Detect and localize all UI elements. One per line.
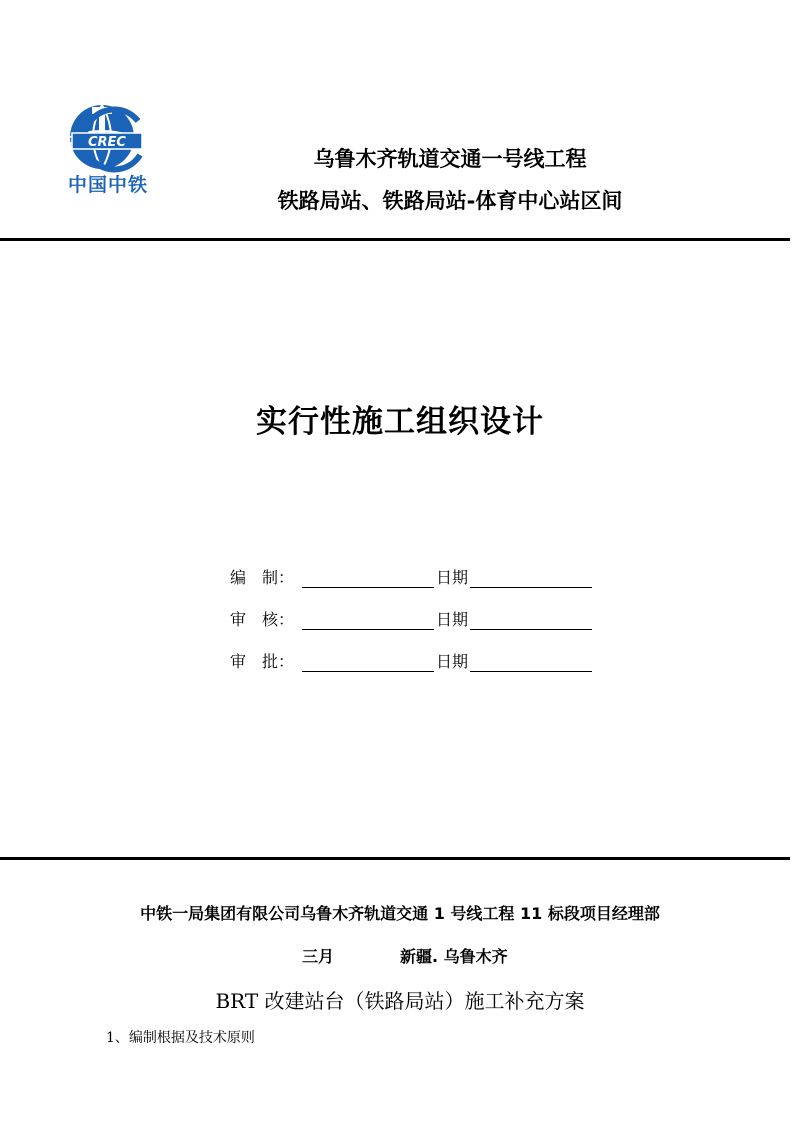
signature-role: 审 批： [230, 652, 295, 671]
issue-month: 三月 [302, 947, 335, 966]
footer-divider [0, 857, 790, 860]
document-title: 实行性施工组织设计 [256, 404, 544, 440]
project-title: 乌鲁木齐轨道交通一号线工程 [313, 147, 587, 171]
signature-blank[interactable] [302, 653, 434, 672]
signature-role: 审 核： [230, 610, 295, 629]
date-label: 日期 [436, 568, 469, 587]
signature-row-approve [230, 648, 592, 672]
header-divider [0, 238, 790, 241]
signature-row-compile [230, 564, 592, 588]
signature-blank[interactable] [302, 611, 434, 630]
signature-blank[interactable] [302, 569, 434, 588]
section-heading: 1、编制根据及技术原则 [106, 1030, 255, 1046]
date-label: 日期 [436, 610, 469, 629]
date-blank[interactable] [470, 569, 592, 588]
plan-title: BRT 改建站台（铁路局站）施工补充方案 [215, 989, 585, 1013]
date-label: 日期 [436, 652, 469, 671]
date-blank[interactable] [470, 611, 592, 630]
issue-place: 新疆. 乌鲁木齐 [400, 947, 508, 966]
logo-brand-text: 中国中铁 [67, 174, 148, 196]
creg-logo-icon [62, 103, 158, 175]
logo-emblem-text: CREC [88, 135, 126, 150]
signature-role: 编 制： [230, 568, 295, 587]
date-blank[interactable] [470, 653, 592, 672]
project-section-title: 铁路局站、铁路局站-体育中心站区间 [277, 189, 623, 213]
signature-row-review [230, 606, 592, 630]
company-name: 中铁一局集团有限公司乌鲁木齐轨道交通 1 号线工程 11 标段项目经理部 [140, 904, 660, 923]
